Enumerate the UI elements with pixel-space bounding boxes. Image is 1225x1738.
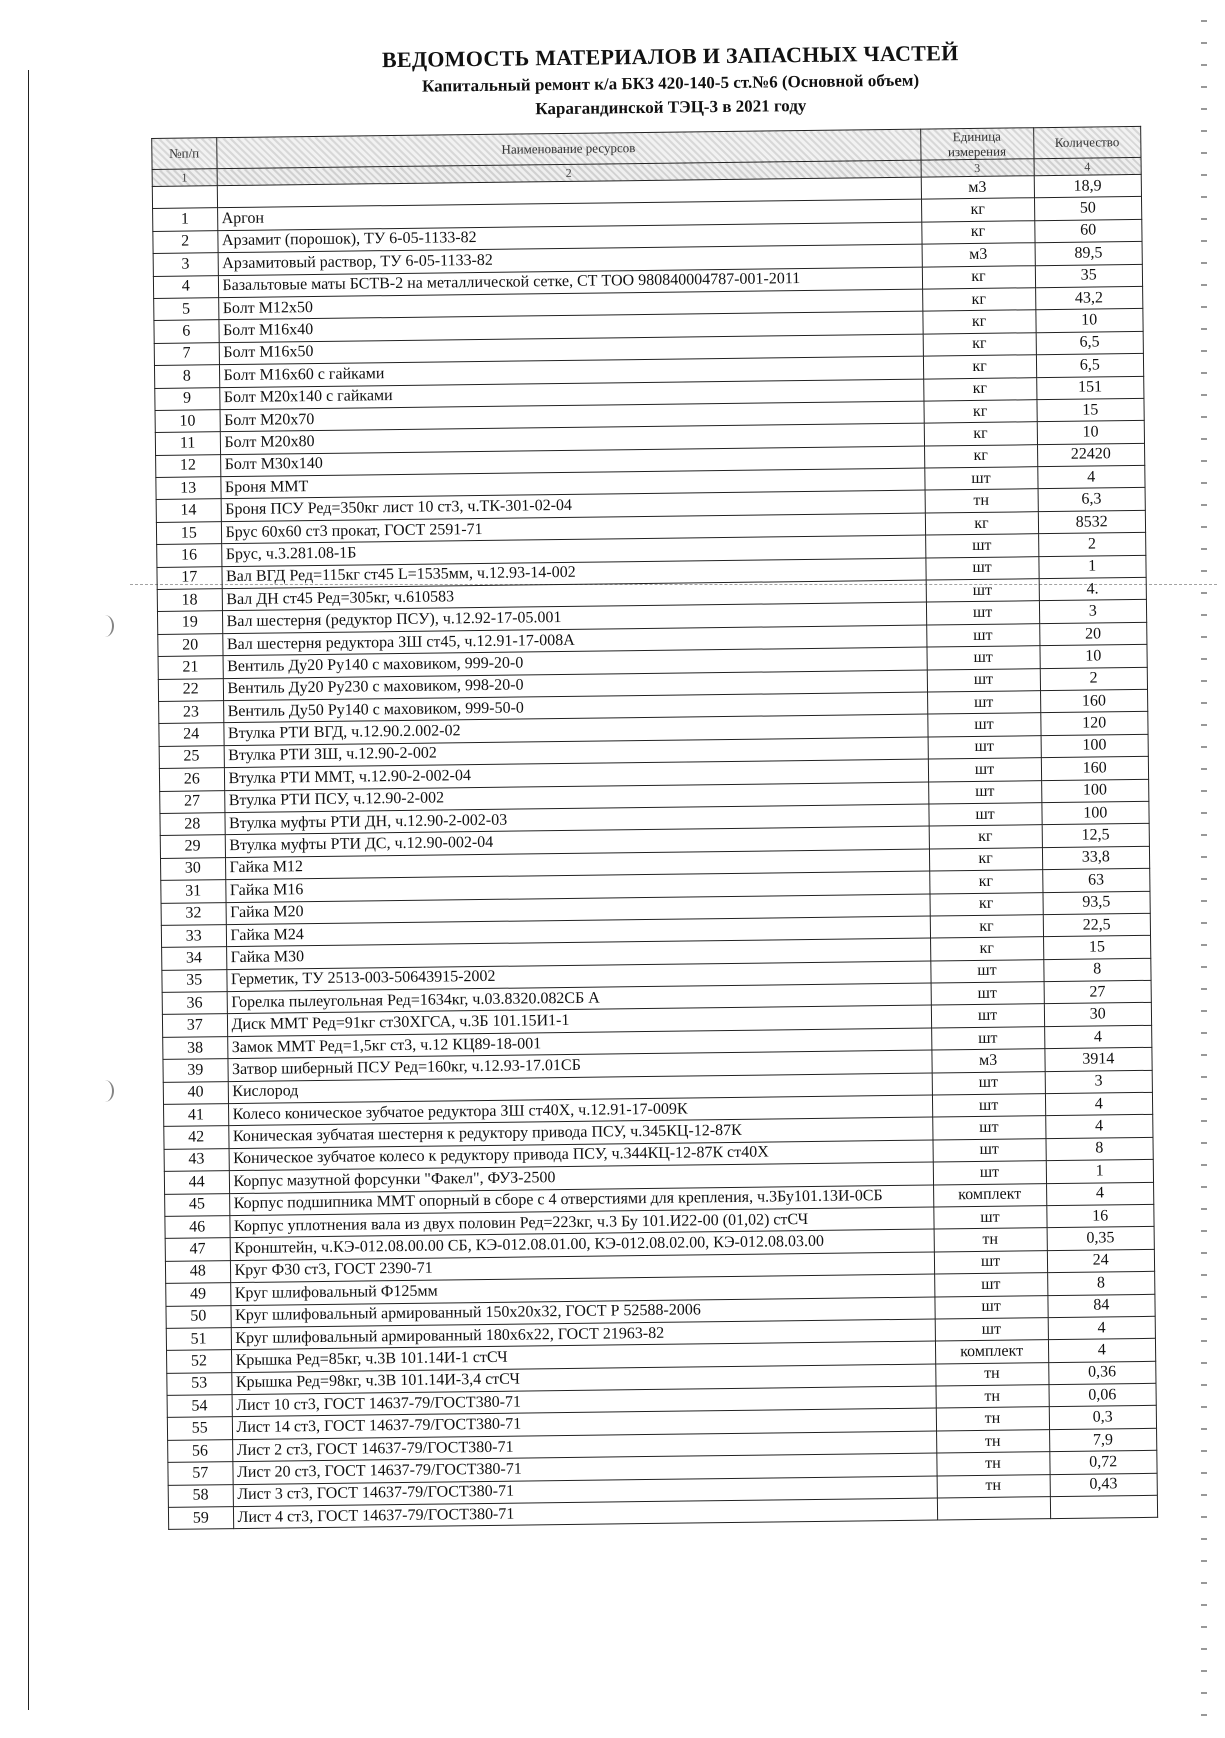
row-unit: шт bbox=[932, 1094, 1045, 1118]
row-number: 3 bbox=[153, 253, 218, 276]
row-name: Крышка Ред=98кг, ч.3В 101.14И-3,4 стСЧ bbox=[231, 1364, 935, 1395]
row-quantity: 63 bbox=[1042, 868, 1150, 892]
row-unit: кг bbox=[930, 915, 1043, 939]
row-unit: комплект bbox=[933, 1183, 1046, 1207]
row-name: Арзамит (порошок), ТУ 6-05-1133-82 bbox=[217, 222, 921, 253]
row-number: 30 bbox=[160, 857, 225, 880]
row-quantity: 2 bbox=[1040, 667, 1148, 691]
row-number: 44 bbox=[164, 1171, 229, 1194]
row-unit: шт bbox=[935, 1295, 1048, 1319]
row-quantity: 50 bbox=[1034, 197, 1142, 221]
row-unit: тн bbox=[936, 1429, 1049, 1453]
row-name: Крышка Ред=85кг, ч.3В 101.14И-1 стСЧ bbox=[231, 1341, 935, 1372]
row-number: 59 bbox=[168, 1507, 233, 1530]
row-name: Болт М20х70 bbox=[220, 401, 924, 432]
row-quantity: 100 bbox=[1041, 734, 1149, 758]
header-no: №п/п bbox=[152, 138, 217, 170]
row-quantity: 160 bbox=[1041, 757, 1149, 781]
row-unit: шт bbox=[934, 1250, 1047, 1274]
row-number: 50 bbox=[166, 1305, 231, 1328]
row-quantity: 3 bbox=[1045, 1070, 1153, 1094]
row-quantity: 24 bbox=[1047, 1249, 1155, 1273]
row-name: Болт М20х80 bbox=[220, 423, 924, 454]
row-unit: шт bbox=[926, 579, 1039, 603]
row-quantity bbox=[1050, 1495, 1158, 1519]
row-quantity: 33,8 bbox=[1042, 846, 1150, 870]
row-quantity: 12,5 bbox=[1042, 824, 1150, 848]
header-qty: Количество bbox=[1033, 126, 1141, 158]
row-unit: кг bbox=[929, 847, 1042, 871]
row-quantity: 4 bbox=[1048, 1339, 1156, 1363]
row-number: 58 bbox=[168, 1484, 233, 1507]
row-number: 57 bbox=[168, 1462, 233, 1485]
row-number: 20 bbox=[158, 633, 223, 656]
row-quantity: 4 bbox=[1045, 1115, 1153, 1139]
row-quantity: 6,3 bbox=[1038, 488, 1146, 512]
row-name: Затвор шиберный ПСУ Ред=160кг, ч.12.93-17.01СБ bbox=[227, 1050, 931, 1081]
materials-table bbox=[151, 126, 1158, 1530]
row-quantity: 8532 bbox=[1038, 510, 1146, 534]
row-unit: м3 bbox=[921, 176, 1034, 200]
row-unit: тн bbox=[936, 1407, 1049, 1431]
row-unit: тн bbox=[936, 1385, 1049, 1409]
row-unit: кг bbox=[922, 265, 1035, 289]
row-quantity: 60 bbox=[1034, 219, 1142, 243]
row-name: Броня ПСУ Ред=350кг лист 10 ст3, ч.ТК-301-02-04 bbox=[221, 491, 925, 522]
row-name: Коническое зубчатое колесо к редуктору привода ПСУ, ч.344КЦ-12-87К ст40Х bbox=[229, 1140, 933, 1171]
row-name: Вал шестерня редуктора ЗШ ст45, ч.12.91-17-008А bbox=[222, 625, 926, 656]
row-number: 51 bbox=[166, 1328, 231, 1351]
row-unit: кг bbox=[922, 288, 1035, 312]
row-unit: м3 bbox=[932, 1049, 1045, 1073]
row-unit: шт bbox=[933, 1206, 1046, 1230]
row-quantity: 4 bbox=[1037, 465, 1145, 489]
row-name: Вентиль Ду50 Ру140 с маховиком, 999-50-0 bbox=[223, 692, 927, 723]
row-name: Базальтовые маты БСТВ-2 на металлической сетке, СТ ТОО 980840004787-001-2011 bbox=[218, 267, 922, 298]
row-number: 23 bbox=[159, 701, 224, 724]
row-unit: шт bbox=[928, 780, 1041, 804]
row-number: 49 bbox=[166, 1283, 231, 1306]
row-quantity: 10 bbox=[1035, 309, 1143, 333]
header-name: Наименование ресурсов bbox=[216, 129, 920, 169]
row-quantity: 30 bbox=[1044, 1003, 1152, 1027]
row-name: Втулка муфты РТИ ДН, ч.12.90-2-002-03 bbox=[224, 804, 928, 835]
row-quantity: 2 bbox=[1038, 533, 1146, 557]
row-name: Круг Ф30 ст3, ГОСТ 2390-71 bbox=[230, 1252, 934, 1283]
row-number: 24 bbox=[159, 723, 224, 746]
row-number: 34 bbox=[162, 947, 227, 970]
row-name: Вал ДН ст45 Ред=305кг, ч.610583 bbox=[222, 580, 926, 611]
row-name: Втулка РТИ ПСУ, ч.12.90-2-002 bbox=[224, 782, 928, 813]
row-name: Замок ММТ Ред=1,5кг ст3, ч.12 КЦ89-18-001 bbox=[227, 1028, 931, 1059]
row-quantity: 1 bbox=[1038, 555, 1146, 579]
row-name: Гайка М16 bbox=[225, 871, 929, 902]
row-number: 46 bbox=[165, 1216, 230, 1239]
row-number bbox=[152, 186, 217, 209]
row-number: 55 bbox=[167, 1417, 232, 1440]
row-unit: кг bbox=[923, 332, 1036, 356]
row-name: Диск ММТ Ред=91кг ст30ХГСА, ч.3Б 101.15И1-1 bbox=[227, 1005, 931, 1036]
row-unit: шт bbox=[926, 623, 1039, 647]
row-number: 16 bbox=[157, 544, 222, 567]
row-quantity: 160 bbox=[1040, 689, 1148, 713]
row-unit: кг bbox=[923, 355, 1036, 379]
row-number: 12 bbox=[156, 454, 221, 477]
row-name: Вентиль Ду20 Ру230 с маховиком, 998-20-0 bbox=[223, 670, 927, 701]
row-unit: тн bbox=[934, 1228, 1047, 1252]
row-name: Коническая зубчатая шестерня к редуктору привода ПСУ, ч.345КЦ-12-87К bbox=[228, 1117, 932, 1148]
row-number: 52 bbox=[167, 1350, 232, 1373]
title-block bbox=[200, 38, 1141, 123]
row-number: 53 bbox=[167, 1372, 232, 1395]
row-name: Болт М16х50 bbox=[219, 334, 923, 365]
row-unit: шт bbox=[933, 1161, 1046, 1185]
punch-hole-mark bbox=[96, 1080, 114, 1102]
row-unit: шт bbox=[931, 1004, 1044, 1028]
row-name: Корпус подшипника ММТ опорный в сборе с 4 отверстиями для крепления, ч.3Бу101.13И-0СБ bbox=[229, 1185, 933, 1216]
row-name: Болт М12х50 bbox=[218, 289, 922, 320]
row-unit: м3 bbox=[922, 243, 1035, 267]
row-number: 48 bbox=[165, 1260, 230, 1283]
row-name: Круг шлифовальный армированный 180х6х22, ГОСТ 21963-82 bbox=[231, 1319, 935, 1350]
row-unit: тн bbox=[937, 1474, 1050, 1498]
punch-hole-mark bbox=[96, 615, 114, 637]
row-unit: шт bbox=[929, 803, 1042, 827]
row-name: Лист 4 ст3, ГОСТ 14637-79/ГОСТ380-71 bbox=[233, 1498, 937, 1529]
row-unit: шт bbox=[931, 1026, 1044, 1050]
row-quantity: 10 bbox=[1039, 645, 1147, 669]
row-number: 13 bbox=[156, 477, 221, 500]
row-unit: шт bbox=[932, 1071, 1045, 1095]
row-unit: шт bbox=[934, 1273, 1047, 1297]
document-subtitle-2: Карагандинской ТЭЦ-3 в 2021 году bbox=[535, 95, 807, 119]
row-unit: шт bbox=[924, 467, 1037, 491]
row-unit: кг bbox=[924, 444, 1037, 468]
row-quantity: 0,36 bbox=[1048, 1361, 1156, 1385]
row-unit: кг bbox=[930, 937, 1043, 961]
row-name: Лист 14 ст3, ГОСТ 14637-79/ГОСТ380-71 bbox=[232, 1408, 936, 1439]
row-name: Втулка муфты РТИ ДС, ч.12.90-002-04 bbox=[225, 826, 929, 857]
row-number: 47 bbox=[165, 1238, 230, 1261]
row-name: Гайка М20 bbox=[226, 894, 930, 925]
row-name: Кислород bbox=[228, 1073, 932, 1104]
row-number: 22 bbox=[158, 678, 223, 701]
row-unit: шт bbox=[927, 713, 1040, 737]
row-quantity: 15 bbox=[1043, 936, 1151, 960]
column-number: 4 bbox=[1034, 157, 1142, 175]
row-number: 7 bbox=[154, 342, 219, 365]
row-number: 18 bbox=[157, 589, 222, 612]
row-name: Вал шестерня (редуктор ПСУ), ч.12.92-17-05.001 bbox=[222, 602, 926, 633]
row-quantity: 20 bbox=[1039, 622, 1147, 646]
row-name: Корпус мазутной форсунки "Факел", ФУЗ-2500 bbox=[229, 1162, 933, 1193]
row-number: 5 bbox=[154, 298, 219, 321]
row-unit: кг bbox=[930, 892, 1043, 916]
row-unit: шт bbox=[931, 982, 1044, 1006]
row-number: 45 bbox=[165, 1193, 230, 1216]
row-unit: кг bbox=[929, 870, 1042, 894]
row-quantity: 22420 bbox=[1037, 443, 1145, 467]
row-unit: шт bbox=[933, 1138, 1046, 1162]
row-number: 27 bbox=[160, 790, 225, 813]
row-name: Гайка М24 bbox=[226, 916, 930, 947]
row-number: 43 bbox=[164, 1148, 229, 1171]
row-quantity: 18,9 bbox=[1034, 174, 1142, 198]
row-unit: тн bbox=[935, 1362, 1048, 1386]
row-unit: кг bbox=[923, 377, 1036, 401]
row-quantity: 100 bbox=[1041, 801, 1149, 825]
row-name: Лист 20 ст3, ГОСТ 14637-79/ГОСТ380-71 bbox=[232, 1453, 936, 1484]
row-quantity: 15 bbox=[1036, 398, 1144, 422]
document-subtitle: Капитальный ремонт к/а БКЗ 420-140-5 ст.№6 (Основной объем) bbox=[421, 70, 920, 96]
row-quantity: 8 bbox=[1045, 1137, 1153, 1161]
row-name: Болт М30х140 bbox=[220, 446, 924, 477]
row-quantity: 10 bbox=[1037, 421, 1145, 445]
row-name: Гайка М30 bbox=[226, 938, 930, 969]
row-quantity: 43,2 bbox=[1035, 286, 1143, 310]
row-number: 26 bbox=[159, 768, 224, 791]
row-unit: шт bbox=[930, 959, 1043, 983]
row-unit: кг bbox=[924, 400, 1037, 424]
row-name: Гайка М12 bbox=[225, 849, 929, 880]
row-quantity: 0,43 bbox=[1050, 1473, 1158, 1497]
row-name: Броня ММТ bbox=[220, 468, 924, 499]
row-quantity: 27 bbox=[1044, 980, 1152, 1004]
row-unit: кг bbox=[925, 512, 1038, 536]
row-name: Круг шлифовальный армированный 150х20х32, ГОСТ Р 52588-2006 bbox=[230, 1297, 934, 1328]
row-number: 11 bbox=[155, 432, 220, 455]
row-quantity: 4 bbox=[1045, 1092, 1153, 1116]
row-number: 39 bbox=[163, 1059, 228, 1082]
row-number: 32 bbox=[161, 902, 226, 925]
row-unit: комплект bbox=[935, 1340, 1048, 1364]
row-name: Болт М20х140 с гайками bbox=[219, 379, 923, 410]
row-quantity: 6,5 bbox=[1036, 354, 1144, 378]
row-unit: шт bbox=[927, 691, 1040, 715]
row-number: 4 bbox=[153, 275, 218, 298]
row-unit: шт bbox=[926, 556, 1039, 580]
row-unit: кг bbox=[924, 422, 1037, 446]
row-number: 56 bbox=[168, 1439, 233, 1462]
row-quantity: 3914 bbox=[1044, 1048, 1152, 1072]
row-name: Болт М16х40 bbox=[218, 311, 922, 342]
row-name: Брус, ч.3.281.08-1Б bbox=[221, 535, 925, 566]
column-number: 1 bbox=[152, 169, 217, 187]
row-quantity: 93,5 bbox=[1042, 891, 1150, 915]
document-sheet bbox=[150, 28, 1158, 1530]
row-number: 8 bbox=[154, 365, 219, 388]
row-quantity: 4 bbox=[1048, 1316, 1156, 1340]
row-unit bbox=[937, 1497, 1050, 1521]
row-number: 1 bbox=[153, 208, 218, 231]
row-number: 9 bbox=[155, 387, 220, 410]
row-unit: кг bbox=[921, 220, 1034, 244]
row-name: Колесо коническое зубчатое редуктора ЗШ ст40Х, ч.12.91-17-009К bbox=[228, 1095, 932, 1126]
row-quantity: 7,9 bbox=[1049, 1428, 1157, 1452]
document-title: ВЕДОМОСТЬ МАТЕРИАЛОВ И ЗАПАСНЫХ ЧАСТЕЙ bbox=[381, 40, 959, 73]
row-name: Лист 2 ст3, ГОСТ 14637-79/ГОСТ380-71 bbox=[232, 1431, 936, 1462]
row-number: 31 bbox=[161, 880, 226, 903]
row-number: 36 bbox=[162, 992, 227, 1015]
row-number: 15 bbox=[156, 522, 221, 545]
row-quantity: 0,06 bbox=[1048, 1383, 1156, 1407]
column-number: 3 bbox=[921, 159, 1034, 177]
row-number: 42 bbox=[164, 1126, 229, 1149]
row-quantity: 16 bbox=[1046, 1204, 1154, 1228]
row-quantity: 151 bbox=[1036, 376, 1144, 400]
row-name: Круг шлифовальный Ф125мм bbox=[230, 1274, 934, 1305]
row-unit: шт bbox=[928, 758, 1041, 782]
row-number: 14 bbox=[156, 499, 221, 522]
row-quantity: 100 bbox=[1041, 779, 1149, 803]
row-name: Аргон bbox=[217, 199, 921, 230]
row-name: Втулка РТИ ВГД, ч.12.90.2.002-02 bbox=[223, 714, 927, 745]
row-number: 17 bbox=[157, 566, 222, 589]
row-name: Лист 10 ст3, ГОСТ 14637-79/ГОСТ380-71 bbox=[232, 1386, 936, 1417]
row-number: 29 bbox=[160, 835, 225, 858]
row-unit: шт bbox=[932, 1116, 1045, 1140]
row-unit: шт bbox=[927, 646, 1040, 670]
row-unit: кг bbox=[922, 310, 1035, 334]
row-quantity: 89,5 bbox=[1035, 242, 1143, 266]
row-name: Вал ВГД Ред=115кг ст45 L=1535мм, ч.12.93-14-002 bbox=[221, 558, 925, 589]
row-quantity: 3 bbox=[1039, 600, 1147, 624]
row-quantity: 120 bbox=[1040, 712, 1148, 736]
row-quantity: 4 bbox=[1044, 1025, 1152, 1049]
row-quantity: 35 bbox=[1035, 264, 1143, 288]
row-number: 19 bbox=[157, 611, 222, 634]
scan-edge-marks bbox=[1201, 20, 1207, 1720]
row-name: Болт М16х60 с гайками bbox=[219, 356, 923, 387]
row-name: Горелка пылеугольная Ред=1634кг, ч.03.8320.082СБ А bbox=[227, 983, 931, 1014]
row-number: 38 bbox=[163, 1036, 228, 1059]
row-name: Кронштейн, ч.КЭ-012.08.00.00 СБ, КЭ-012.08.01.00, КЭ-012.08.02.00, КЭ-012.08.03.00 bbox=[230, 1229, 934, 1260]
row-unit: кг bbox=[929, 825, 1042, 849]
row-unit: кг bbox=[921, 198, 1034, 222]
row-name: Герметик, ТУ 2513-003-50643915-2002 bbox=[226, 961, 930, 992]
row-quantity: 0,3 bbox=[1049, 1406, 1157, 1430]
row-name: Втулка РТИ ЗШ, ч.12.90-2-002 bbox=[224, 737, 928, 768]
row-number: 6 bbox=[154, 320, 219, 343]
row-unit: шт bbox=[925, 534, 1038, 558]
row-quantity: 8 bbox=[1043, 958, 1151, 982]
column-number: 2 bbox=[217, 160, 921, 186]
row-quantity: 22,5 bbox=[1043, 913, 1151, 937]
row-number: 41 bbox=[164, 1104, 229, 1127]
row-quantity: 0,72 bbox=[1049, 1451, 1157, 1475]
row-quantity: 1 bbox=[1046, 1160, 1154, 1184]
row-quantity: 8 bbox=[1047, 1271, 1155, 1295]
row-unit: шт bbox=[928, 735, 1041, 759]
row-number: 40 bbox=[163, 1081, 228, 1104]
header-unit: Единица измерения bbox=[920, 128, 1033, 160]
row-number: 21 bbox=[158, 656, 223, 679]
row-number: 10 bbox=[155, 410, 220, 433]
row-quantity: 6,5 bbox=[1036, 331, 1144, 355]
row-number: 37 bbox=[162, 1014, 227, 1037]
row-name: Корпус уплотнения вала из двух половин Ред=223кг, ч.3 Бу 101.И22-00 (01,02) стСЧ bbox=[229, 1207, 933, 1238]
row-unit: тн bbox=[936, 1452, 1049, 1476]
row-unit: шт bbox=[926, 601, 1039, 625]
row-name: Арзамитовый раствор, ТУ 6-05-1133-82 bbox=[218, 244, 922, 275]
table-body bbox=[152, 174, 1157, 1529]
row-number: 33 bbox=[161, 925, 226, 948]
row-number: 28 bbox=[160, 813, 225, 836]
row-quantity: 4 bbox=[1046, 1182, 1154, 1206]
row-quantity: 4. bbox=[1039, 577, 1147, 601]
row-number: 54 bbox=[167, 1395, 232, 1418]
row-name: Лист 3 ст3, ГОСТ 14637-79/ГОСТ380-71 bbox=[233, 1476, 937, 1507]
row-unit: тн bbox=[925, 489, 1038, 513]
row-name: Вентиль Ду20 Ру140 с маховиком, 999-20-0 bbox=[223, 647, 927, 678]
row-number: 35 bbox=[162, 969, 227, 992]
scan-edge-line bbox=[28, 70, 29, 1710]
row-name: Брус 60х60 ст3 прокат, ГОСТ 2591-71 bbox=[221, 513, 925, 544]
row-number: 25 bbox=[159, 745, 224, 768]
row-quantity: 0,35 bbox=[1047, 1227, 1155, 1251]
row-name: Втулка РТИ ММТ, ч.12.90-2-002-04 bbox=[224, 759, 928, 790]
row-unit: шт bbox=[927, 668, 1040, 692]
row-unit: шт bbox=[935, 1318, 1048, 1342]
row-number: 2 bbox=[153, 230, 218, 253]
row-quantity: 84 bbox=[1047, 1294, 1155, 1318]
